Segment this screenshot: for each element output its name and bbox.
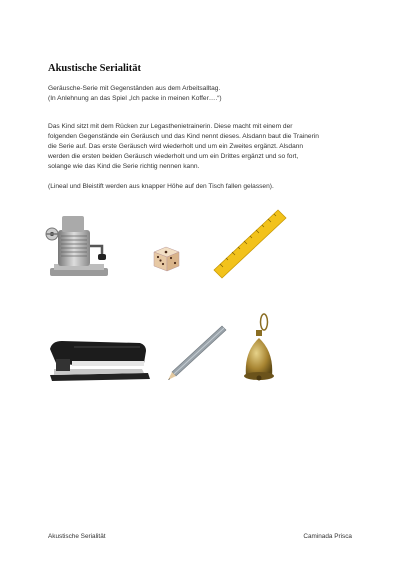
intro-paragraph [48,84,358,104]
footer-right: Caminada Prisca [303,533,352,540]
note-paragraph [48,182,358,192]
body-paragraph [48,122,358,172]
stapler-icon [44,333,154,385]
ruler-icon [210,206,290,282]
intro-line: Geräusche-Serie mit Gegenständen aus dem Arbeitsalltag. [48,85,221,92]
bell-icon [236,312,280,384]
footer-left: Akustische Serialität [48,533,106,540]
intro-line: (In Anlehnung an das Spiel „Ich packe in meinen Koffer….“) [48,95,222,102]
pencil-icon [166,320,230,382]
body-line: folgenden Gegenstände ein Geräusch und das Kind nennt dieses. Alsdann baut die Trainerin [48,133,319,140]
note-line: (Lineal und Bleistift werden aus knapper Höhe auf den Tisch fallen gelassen). [48,183,274,190]
body-line: werden die ersten beiden Geräusch wiederholt und um ein Drittes ergänzt und so fort, [48,153,299,160]
page-title: Akustische Serialität [48,63,142,74]
pencil-sharpener-icon [44,208,116,280]
body-line: solange wie das Kind die Serie richtig nennen kann. [48,163,200,170]
dice-icon [150,244,182,272]
body-line: Das Kind sitzt mit dem Rücken zur Legasthenietrainerin. Diese macht mit einem der [48,123,293,130]
body-line: die Serie auf. Das erste Geräusch wird wiederholt und um ein Zweites ergänzt. Alsdann [48,143,304,150]
